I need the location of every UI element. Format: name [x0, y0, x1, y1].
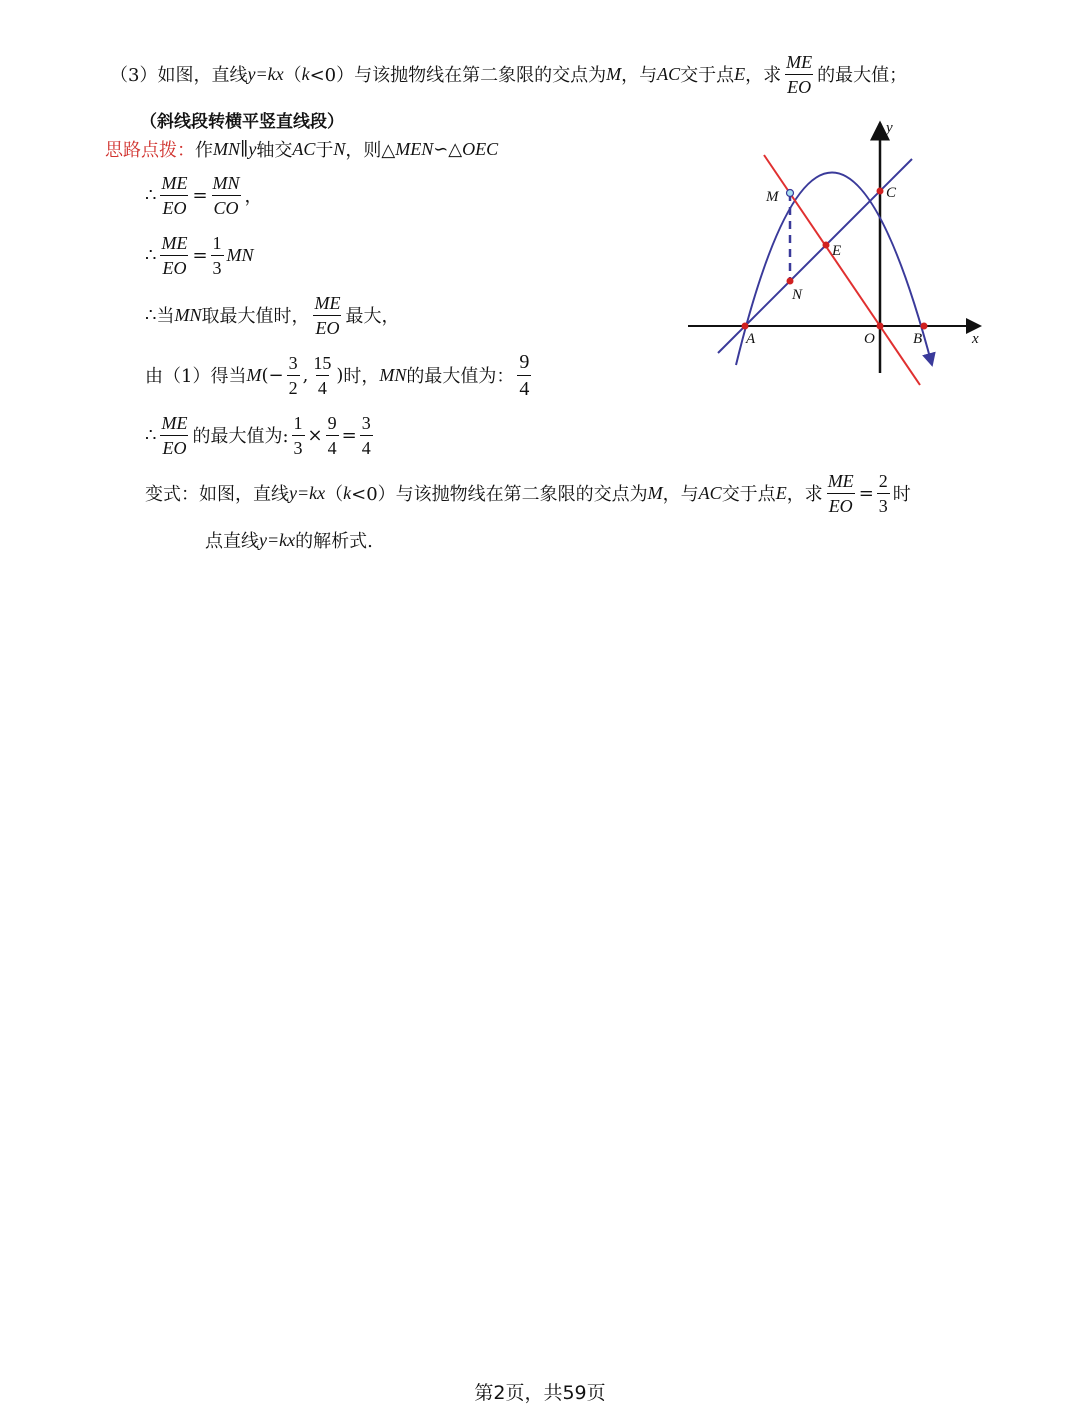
fraction-two-thirds [877, 472, 890, 515]
point-e [823, 242, 830, 249]
fraction-denominator: 4 [360, 435, 373, 457]
fraction-numerator: ME [314, 292, 341, 313]
hint-text: 轴交 [256, 140, 293, 161]
fraction-one-third [292, 414, 305, 457]
line-y-kx [764, 155, 923, 385]
hint-similar: ∽△ [433, 138, 463, 160]
variant-segment-ac: AC [698, 482, 722, 503]
fraction-denominator: EO [160, 255, 188, 277]
fraction-denominator: 4 [316, 375, 329, 397]
variant-line-2 [205, 527, 373, 553]
hint-text: 作 [195, 140, 213, 161]
step-4 [145, 350, 534, 400]
variant-text: 的解析式. [295, 531, 373, 552]
fraction-three-halves [287, 354, 300, 397]
step-text: ， [244, 186, 263, 207]
question-line [110, 52, 907, 96]
question-text: ，求 [745, 65, 782, 86]
label-b: B [913, 331, 923, 347]
fraction-numerator: 1 [212, 232, 222, 253]
question-text: 的最大值； [817, 65, 908, 86]
equals-sign: = [341, 424, 357, 446]
question-text: 交于点 [680, 65, 735, 86]
label-o: O [864, 331, 875, 347]
equals-sign: = [192, 244, 208, 266]
variant-text: ，求 [786, 484, 823, 505]
label-c: C [886, 185, 897, 201]
parabola-figure [680, 115, 990, 390]
step-text: 的最大值为: [192, 426, 289, 447]
label-a: A [746, 331, 756, 347]
fraction-me-eo [312, 294, 342, 337]
question-point-e: E [734, 63, 746, 84]
fraction-mn-co [211, 174, 242, 217]
hint-text: ，则△ [345, 140, 396, 161]
step-1 [145, 170, 263, 220]
question-fraction [784, 53, 814, 96]
label-m: M [766, 189, 779, 205]
variant-text: <0）与该抛物线在第二象限的交点为 [351, 484, 648, 505]
step-text: 由（1）得当 [145, 366, 247, 387]
question-text: （ [283, 65, 302, 86]
question-k: k [301, 63, 310, 84]
step-point-m: M [246, 364, 262, 385]
question-equation: y=kx [247, 63, 284, 84]
hint-men: MEN [395, 138, 434, 159]
point-a [742, 323, 749, 330]
question-point-m: M [606, 63, 622, 84]
fraction-me-eo [159, 234, 189, 277]
fraction-numerator: 3 [361, 412, 371, 433]
fraction-me-eo [159, 414, 189, 457]
fraction-denominator: 4 [517, 375, 531, 399]
fraction-numerator: ME [161, 412, 188, 433]
variant-text: 点直线 [205, 531, 259, 552]
label-y: y [886, 120, 893, 136]
equals-sign: = [192, 184, 208, 206]
fraction-me-eo [826, 472, 856, 515]
hint-label: 思路点拨： [105, 140, 195, 161]
fraction-one-third [211, 234, 224, 277]
fraction-denominator: EO [313, 315, 341, 337]
point-o [877, 323, 884, 330]
hint-parallel: ∥ [240, 138, 249, 160]
fraction-numerator: 1 [293, 412, 303, 433]
fraction-denominator: 2 [287, 375, 300, 397]
page-footer: 第2页，共59页 [474, 1382, 606, 1404]
variant-equation: y=kx [289, 482, 326, 503]
fraction-denominator: EO [160, 435, 188, 457]
step-mn: MN [174, 304, 202, 325]
therefore-symbol: ∴ [145, 244, 157, 266]
variant-point-e: E [775, 482, 787, 503]
fraction-numerator: ME [161, 172, 188, 193]
fraction-numerator: 15 [313, 352, 332, 373]
minus-sign: − [268, 364, 284, 386]
fraction-denominator: CO [212, 195, 241, 217]
fraction-numerator: 2 [878, 470, 888, 491]
fraction-denominator: 3 [211, 255, 224, 277]
variant-equation: y=kx [259, 529, 296, 550]
fraction-numerator: ME [827, 470, 854, 491]
fraction-numerator: MN [212, 172, 240, 193]
step-text: 取最大值时， [201, 306, 310, 327]
question-number: （3） [110, 65, 158, 86]
hint-text: 于 [315, 140, 334, 161]
fraction-denominator: 3 [292, 435, 305, 457]
paren-open: ( [261, 364, 269, 386]
label-n: N [792, 287, 803, 303]
hint-line [105, 136, 498, 162]
therefore-symbol: ∴ [145, 304, 157, 326]
fraction-numerator: 9 [519, 350, 530, 373]
question-text: ，与 [621, 65, 658, 86]
fraction-denominator: 4 [326, 435, 339, 457]
paren-close: ) [336, 364, 344, 386]
point-b [921, 323, 928, 330]
step-2 [145, 230, 254, 280]
point-m [787, 190, 794, 197]
step-text: 的最大值为： [406, 366, 515, 387]
fraction-nine-quarters [326, 414, 339, 457]
hint-mn: MN [213, 138, 240, 159]
step-5 [145, 410, 376, 460]
hint-oec: OEC [462, 138, 499, 159]
hint-ac: AC [292, 138, 316, 159]
fraction-me-eo [159, 174, 189, 217]
step-mn: MN [379, 364, 407, 385]
fraction-denominator: EO [785, 74, 813, 96]
question-text: 如图，直线 [157, 65, 248, 86]
fraction-fifteen-quarters [311, 354, 333, 397]
hint-n: N [333, 138, 346, 159]
equals-sign: = [858, 482, 874, 504]
hint-y: y [248, 138, 257, 159]
therefore-symbol: ∴ [145, 184, 157, 206]
fraction-numerator: ME [786, 51, 813, 72]
question-segment-ac: AC [657, 63, 681, 84]
therefore-symbol: ∴ [145, 424, 157, 446]
variant-text: 交于点 [721, 484, 776, 505]
variant-text: ，与 [662, 484, 699, 505]
fraction-denominator: EO [827, 493, 855, 515]
step-mn: MN [226, 244, 254, 265]
variant-text: 变式：如图，直线 [145, 484, 289, 505]
variant-point-m: M [647, 482, 663, 503]
fraction-denominator: EO [160, 195, 188, 217]
times-sign: × [307, 424, 323, 446]
fraction-three-quarters [360, 414, 373, 457]
fraction-numerator: 9 [327, 412, 337, 433]
point-c [877, 188, 884, 195]
variant-text: （ [325, 484, 344, 505]
step-text: 时， [343, 366, 380, 387]
fraction-nine-quarters [517, 352, 531, 399]
fraction-numerator: ME [161, 232, 188, 253]
step-text: 当 [156, 306, 175, 327]
label-e: E [832, 243, 842, 259]
variant-k: k [343, 482, 352, 503]
fraction-denominator: 3 [877, 493, 890, 515]
variant-line-1 [145, 470, 911, 516]
step-3 [145, 290, 399, 340]
method-heading: （斜线段转横平竖直线段） [140, 112, 344, 132]
step-text: 最大， [345, 306, 400, 327]
point-n [787, 278, 794, 285]
fraction-numerator: 3 [288, 352, 298, 373]
question-text: <0）与该抛物线在第二象限的交点为 [309, 65, 607, 86]
comma: , [302, 364, 309, 386]
variant-text: 时 [892, 484, 911, 505]
label-x: x [972, 331, 979, 347]
